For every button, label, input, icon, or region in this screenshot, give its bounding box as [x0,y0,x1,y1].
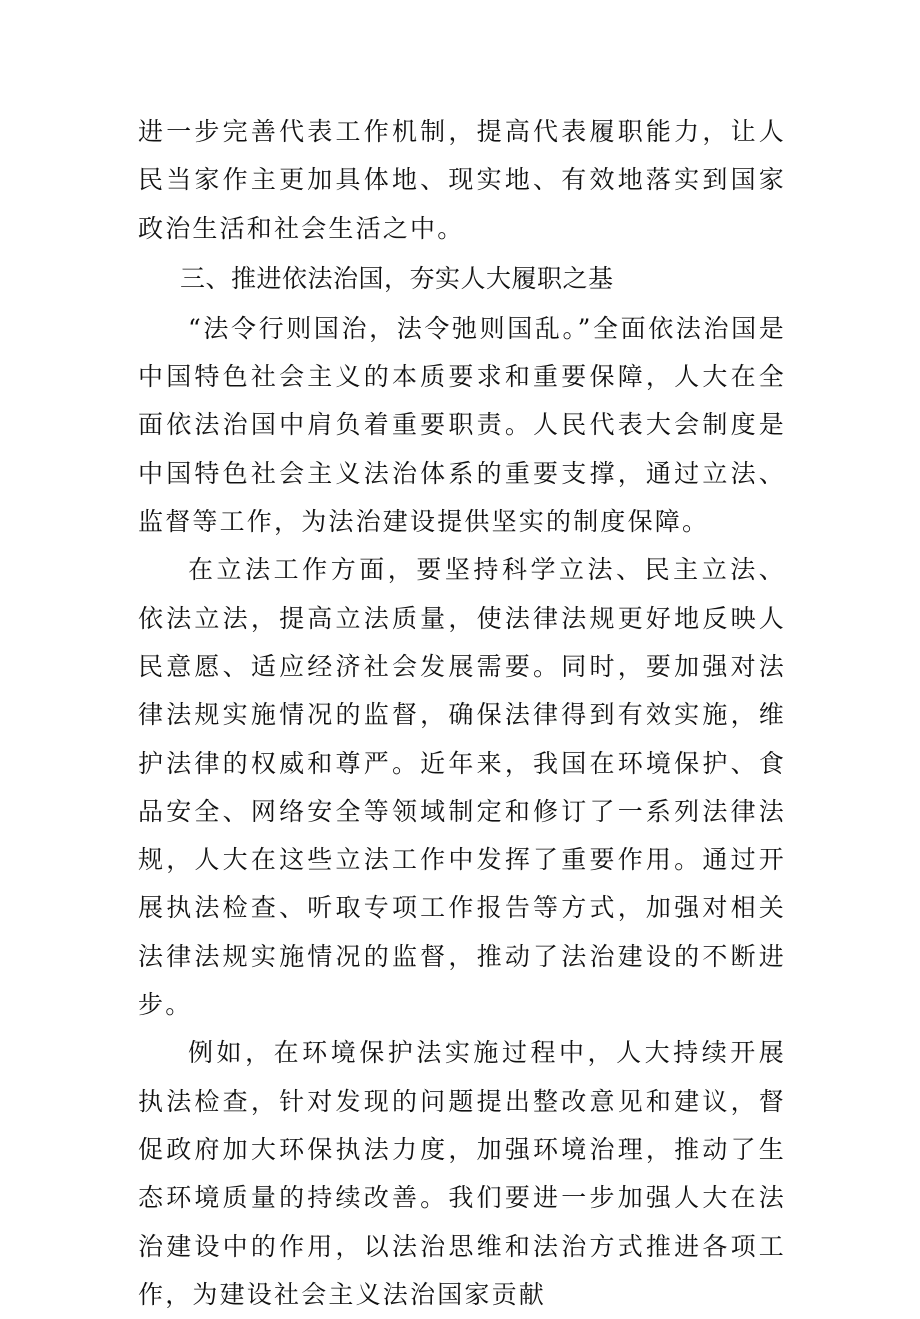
paragraph-continuation: 进一步完善代表工作机制，提高代表履职能力，让人民当家作主更加具体地、现实地、有效地落实到国家政治生活和社会生活之中。 [138,117,786,243]
document-body [138,108,786,1319]
paragraph-example: 例如，在环境保护法实施过程中，人大持续开展执法检查，针对发现的问题提出整改意见和建议，督促政府加大环保执法力度，加强环境治理，推动了生态环境质量的持续改善。我们要进一步加强人大在法治建设中的作用，以法治思维和法治方式推进各项工作，为建设社会主义法治国家贡献 [138,1038,786,1309]
paragraph-intro: “法令行则国治，法令弛则国乱。”全面依法治国是中国特色社会主义的本质要求和重要保障，人大在全面依法治国中肩负着重要职责。人民代表大会制度是中国特色社会主义法治体系的重要支撑，通过立法、监督等工作，为法治建设提供坚实的制度保障。 [138,313,786,537]
section-heading: 三、推进依法治国，夯实人大履职之基 [180,263,614,293]
paragraph-legislation: 在立法工作方面，要坚持科学立法、民主立法、依法立法，提高立法质量，使法律法规更好地反映人民意愿、适应经济社会发展需要。同时，要加强对法律法规实施情况的监督，确保法律得到有效实施，维护法律的权威和尊严。近年来，我国在环境保护、食品安全、网络安全等领域制定和修订了一系列法律法规，人大在这些立法工作中发挥了重要作用。通过开展执法检查、听取专项工作报告等方式，加强对相关法律法规实施情况的监督，推动了法治建设的不断进步。 [138,555,786,1020]
